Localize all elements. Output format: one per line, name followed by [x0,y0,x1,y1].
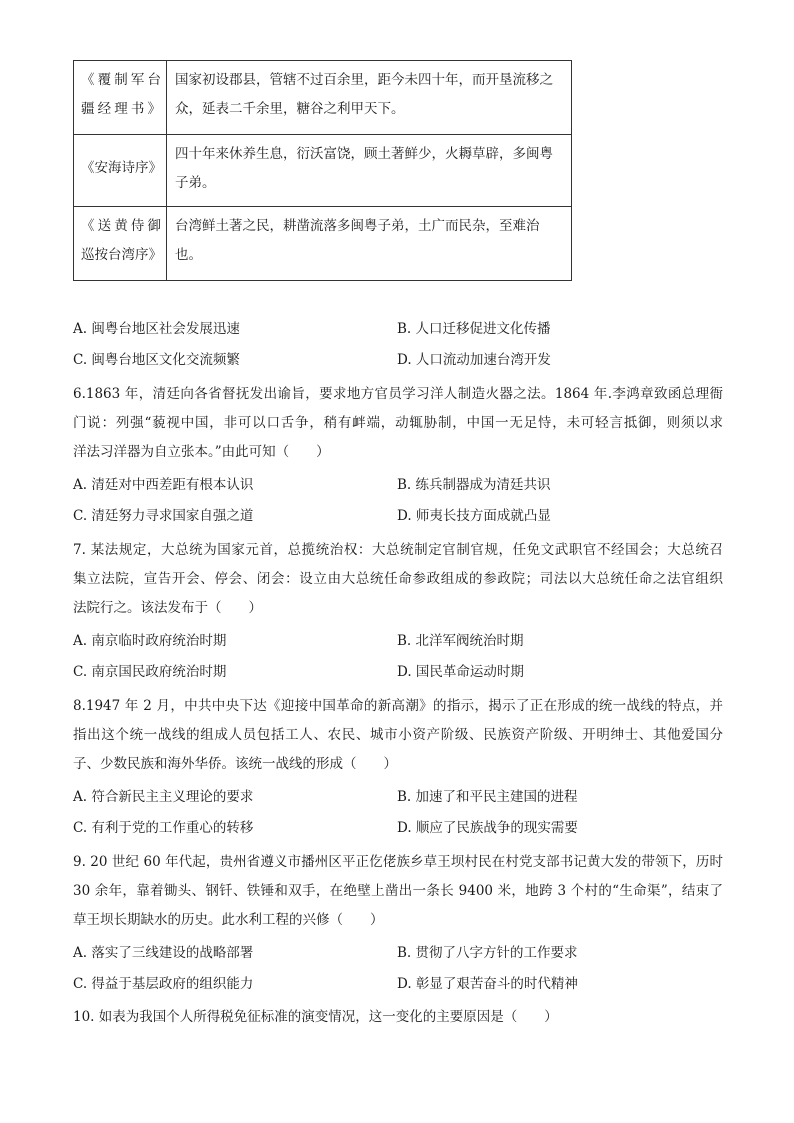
stem-line: 门说：列强“藐视中国，非可以口舌争，稍有衅端，动辄胁制，中国一无足恃，未可轻言抵御，则须以求 [73,415,723,431]
source-title: 《覆制军台疆经理书》 [74,61,167,135]
stem-line: 洋法习洋器为自立张本。”由此可知（ ） [73,444,330,460]
question-6-stem [73,380,723,467]
q8-options-row-1 [73,786,723,808]
q7-option-c[interactable]: C. 南京国民政府统治时期 [73,664,227,680]
q5-option-d[interactable]: D. 人口流动加速台湾开发 [397,352,551,368]
q7-option-a[interactable]: A. 南京临时政府统治时期 [73,633,227,649]
q7-options-row-2 [73,661,723,683]
stem-line: 7. 某法规定，大总统为国家元首，总揽统治权：大总统制定官制官规，任免文武职官不经国会；大总统召 [73,542,723,558]
q8-option-c[interactable]: C. 有利于党的工作重心的转移 [73,820,254,836]
stem-line: 子、少数民族和海外华侨。该统一战线的形成（ ） [73,756,397,772]
q8-option-a[interactable]: A. 符合新民主主义理论的要求 [73,789,254,805]
stem-line: 8.1947 年 2 月，中共中央下达《迎接中国革命的新高潮》的指示，揭示了正在形成的统一战线的特点，并 [73,698,723,714]
q7-option-d[interactable]: D. 国民革命运动时期 [397,664,524,680]
stem-line: 30 余年，靠着锄头、钢钎、铁锤和双手，在绝壁上凿出一条长 9400 米，地跨 3 个村的“生命渠”，结束了 [73,883,723,899]
source-title: 《送黄侍御巡按台湾序》 [74,207,167,281]
question-10-stem [73,1003,723,1032]
source-excerpt: 国家初设郡县，管辖不过百余里，距今未四十年，而开垦流移之众，延表二千余里，糖谷之利甲天下。 [167,61,572,135]
q9-option-d[interactable]: D. 彰显了艰苦奋斗的时代精神 [397,976,578,992]
table-row [74,207,572,281]
q6-options-row-1 [73,474,723,496]
q8-option-d[interactable]: D. 顺应了民族战争的现实需要 [397,820,578,836]
stem-line: 6.1863 年，清廷向各省督抚发出谕旨，要求地方官员学习洋人制造火器之法。1864 年.李鸿章致函总理衙 [73,386,723,402]
table-row [74,61,572,135]
q9-options-row-1 [73,942,723,964]
stem-line: 草王坝长期缺水的历史。此水利工程的兴修（ ） [73,912,384,928]
q8-option-b[interactable]: B. 加速了和平民主建国的进程 [397,789,578,805]
source-excerpt: 台湾鲜土著之民，耕凿流落多闽粤子弟，土广而民杂，至难治也。 [167,207,572,281]
question-8-stem [73,692,723,779]
q9-option-a[interactable]: A. 落实了三线建设的战略部署 [73,945,254,961]
source-excerpt: 四十年来休养生息，衍沃富饶，顾土著鲜少，火耨草辟，多闽粤子弟。 [167,135,572,207]
question-7-stem [73,536,723,623]
q9-option-c[interactable]: C. 得益于基层政府的组织能力 [73,976,254,992]
source-title: 《安海诗序》 [74,135,167,207]
q5-option-b[interactable]: B. 人口迁移促进文化传播 [397,321,551,337]
table-row [74,135,572,207]
q5-option-a[interactable]: A. 闽粤台地区社会发展迅速 [73,321,240,337]
stem-line: 9. 20 世纪 60 年代起，贵州省遵义市播州区平正仡佬族乡草王坝村民在村党支部书记黄大发的带领下，历时 [73,854,723,870]
stem-line: 10. 如表为我国个人所得税免征标准的演变情况，这一变化的主要原因是（ ） [73,1009,558,1025]
q8-options-row-2 [73,817,723,839]
q6-options-row-2 [73,505,723,527]
stem-line: 法院行之。该法发布于（ ） [73,600,262,616]
q6-option-a[interactable]: A. 清廷对中西差距有根本认识 [73,477,254,493]
source-table [73,60,572,281]
q7-option-b[interactable]: B. 北洋军阀统治时期 [397,633,524,649]
q6-option-d[interactable]: D. 师夷长技方面成就凸显 [397,508,551,524]
q9-option-b[interactable]: B. 贯彻了八字方针的工作要求 [397,945,578,961]
q5-options-row-2 [73,349,723,371]
q5-options-row-1 [73,318,723,340]
q6-option-c[interactable]: C. 清廷努力寻求国家自强之道 [73,508,254,524]
q9-options-row-2 [73,973,723,995]
q5-option-c[interactable]: C. 闽粤台地区文化交流频繁 [73,352,240,368]
stem-line: 指出这个统一战线的组成人员包括工人、农民、城市小资产阶级、民族资产阶级、开明绅士、其他爱国分 [73,727,723,743]
q7-options-row-1 [73,630,723,652]
question-9-stem [73,848,723,935]
stem-line: 集立法院，宣告开会、停会、闭会：设立由大总统任命参政组成的参政院；司法以大总统任命之法官组织 [73,571,723,587]
q6-option-b[interactable]: B. 练兵制器成为清廷共识 [397,477,551,493]
